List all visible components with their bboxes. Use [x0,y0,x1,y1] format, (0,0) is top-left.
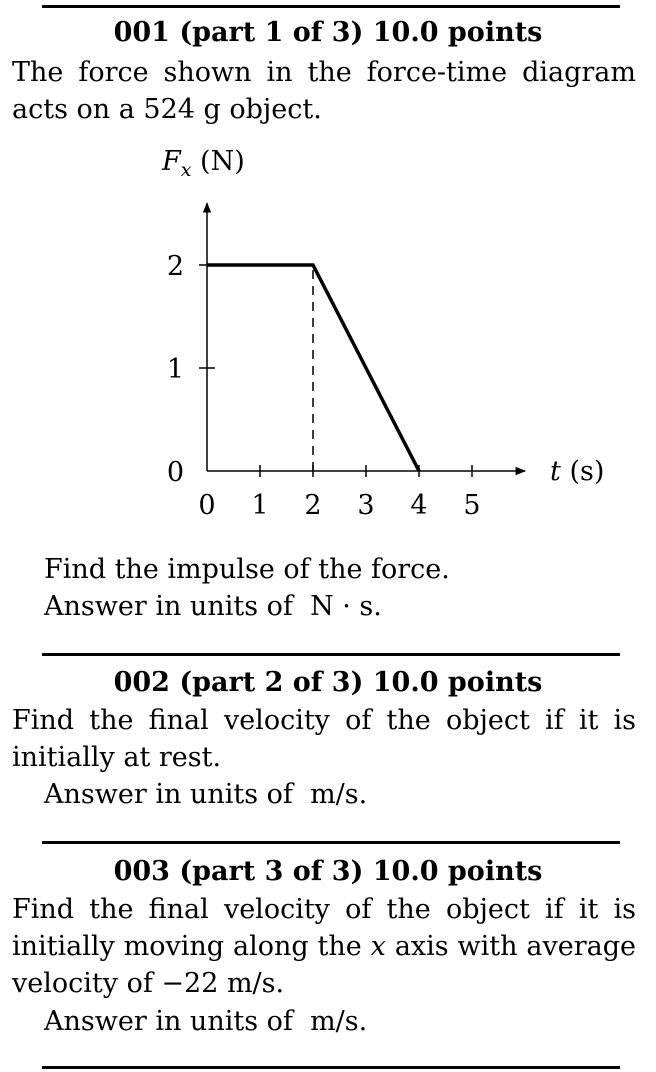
q1-answer-unit: N · s. [310,591,382,622]
q3-line2-var: x [370,931,386,962]
q2-line1: Find the final velocity of the object if it is [12,705,636,736]
q1-intro-line1: The force shown in the force-time diagram [12,57,636,88]
y-tick-label: 1 [166,354,184,385]
y-axis-label: $F_x$ (N) [162,146,245,181]
q3-heading: 003 (part 3 of 3) 10.0 points [113,856,543,887]
q3-answer-prefix: Answer in units of [44,1006,293,1037]
y-tick-label: 0 [166,457,184,488]
q3-line1: Find the final velocity of the object if it is [12,894,636,925]
q1-heading: 001 (part 1 of 3) 10.0 points [113,17,543,48]
q1-answer-prefix: Answer in units of [44,591,293,622]
q1-intro-line2: acts on a 524 g object. [12,94,322,125]
q3-answer-unit: m/s. [310,1006,368,1037]
x-tick-label: 3 [357,490,375,521]
q2-answer-prefix: Answer in units of [44,779,293,810]
q3-line2-post: axis with average [394,931,637,962]
x-tick-label: 2 [304,490,322,521]
q2-answer-unit: m/s. [310,779,368,810]
x-tick-label: 1 [251,490,269,521]
x-tick-label: 0 [198,490,216,521]
q2-line2: initially at rest. [12,742,222,773]
bottom-rule [42,1066,620,1069]
q3-line3: velocity of −22 m/s. [12,968,285,999]
q2-rule [42,653,620,656]
q2-heading: 002 (part 2 of 3) 10.0 points [113,667,543,698]
q1-answer-line [44,588,382,625]
q2-answer-line [44,776,367,813]
x-tick-label: 5 [463,490,481,521]
q1-question: Find the impulse of the force. [44,554,450,585]
q3-answer-line [44,1003,367,1040]
y-tick-label: 2 [166,251,184,282]
q3-rule [42,841,620,844]
x-axis-label: t (s) [550,456,605,487]
x-tick-label: 4 [410,490,428,521]
q3-line2 [12,928,636,965]
q3-line2-pre: initially moving along the [12,931,362,962]
